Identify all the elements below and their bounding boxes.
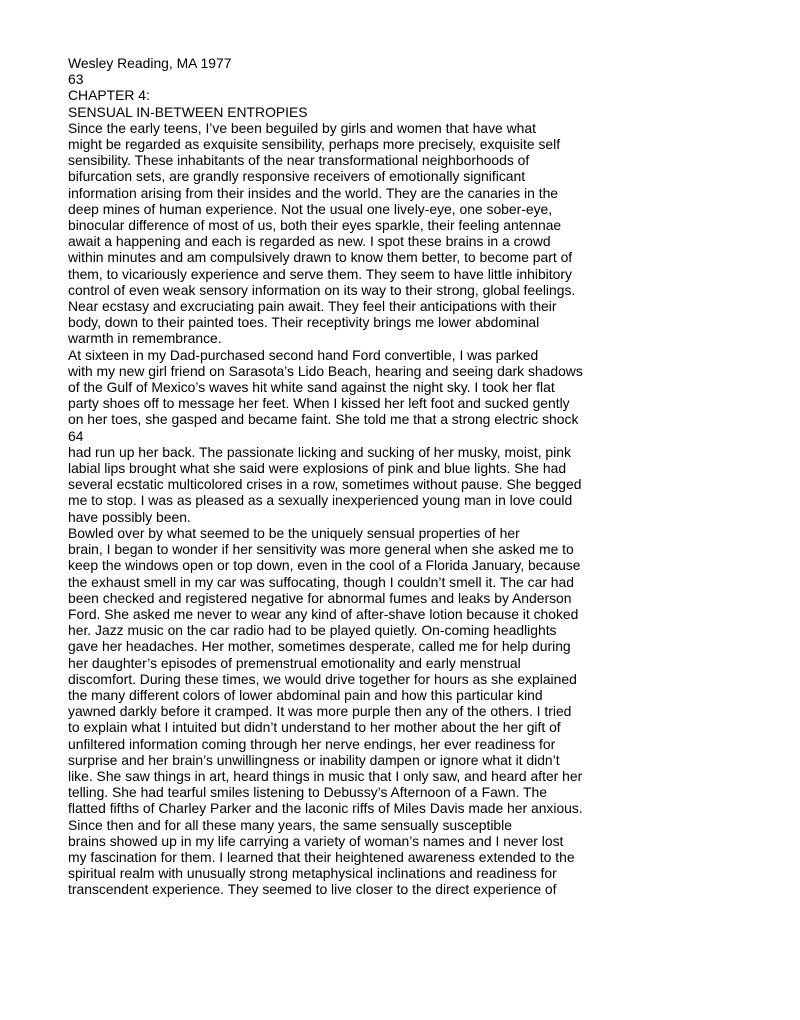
paragraph-4 <box>68 525 788 817</box>
text-line: binocular difference of most of us, both their eyes sparkle, their feeling antennae <box>68 217 562 234</box>
text-line: of the Gulf of Mexico’s waves hit white sand against the night sky. I took her flat <box>68 379 555 396</box>
text-line: body, down to their painted toes. Their receptivity brings me lower abdominal <box>68 314 540 331</box>
text-line: control of even weak sensory information on its way to their strong, global feelings. <box>68 281 576 298</box>
text-line: been checked and registered negative for abnormal fumes and leaks by Anderson <box>68 589 572 606</box>
text-line: might be regarded as exquisite sensibility, perhaps more precisely, exquisite self <box>68 136 561 153</box>
text-line: spiritual realm with unusually strong metaphysical inclinations and readiness for <box>68 865 557 882</box>
text-line: me to stop. I was as pleased as a sexually inexperienced young man in love could <box>68 492 573 509</box>
text-line: At sixteen in my Dad-purchased second hand Ford convertible, I was parked <box>68 346 539 363</box>
text-line: them, to vicariously experience and serve them. They seem to have little inhibitory <box>68 265 572 282</box>
paragraph-3 <box>68 444 788 525</box>
text-line: transcendent experience. They seemed to live closer to the direct experience of <box>68 881 557 898</box>
paragraph-5 <box>68 817 788 898</box>
paragraph-2 <box>68 347 788 428</box>
text-line: had run up her back. The passionate licking and sucking of her musky, moist, pink <box>68 443 571 460</box>
text-line: await a happening and each is regarded as new. I spot these brains in a crowd <box>68 233 551 250</box>
text-line: surprise and her brain’s unwillingness or inability dampen or ignore what it didn’t <box>68 751 560 768</box>
text-line: like. She saw things in art, heard things in music that I only saw, and heard after her <box>68 767 583 784</box>
text-line: information arising from their insides and the world. They are the canaries in the <box>68 184 559 201</box>
text-line: within minutes and am compulsively drawn to know them better, to become part of <box>68 249 573 266</box>
text-line: to explain what I intuited but didn’t understand to her mother about the her gift of <box>68 719 561 736</box>
text-line: with my new girl friend on Sarasota’s Lido Beach, hearing and seeing dark shadows <box>68 362 583 379</box>
text-line: flatted fifths of Charley Parker and the laconic riffs of Miles Davis made her anxious. <box>68 800 583 817</box>
text-line: her daughter’s episodes of premenstrual emotionality and early menstrual <box>68 654 521 671</box>
text-line: unfiltered information coming through her nerve endings, her ever readiness for <box>68 735 556 752</box>
text-line: discomfort. During these times, we would drive together for hours as she explained <box>68 670 577 687</box>
text-line: deep mines of human experience. Not the usual one lively-eye, one sober-eye, <box>68 200 553 217</box>
text-line: Bowled over by what seemed to be the uniquely sensual properties of her <box>68 524 520 541</box>
text-line: several ecstatic multicolored crises in a row, sometimes without pause. She begged <box>68 476 582 493</box>
text-line: the exhaust smell in my car was suffocating, though I couldn’t smell it. The car had <box>68 573 574 590</box>
paragraph-1 <box>68 120 788 347</box>
text-line: gave her headaches. Her mother, sometimes desperate, called me for help during <box>68 638 571 655</box>
text-line: my fascination for them. I learned that their heightened awareness extended to the <box>68 848 575 865</box>
text-line: keep the windows open or top down, even in the cool of a Florida January, because <box>68 557 581 574</box>
text-line: brains showed up in my life carrying a variety of woman’s names and I never lost <box>68 832 564 849</box>
text-line: warmth in remembrance. <box>68 330 222 347</box>
text-line: telling. She had tearful smiles listening to Debussy’s Afternoon of a Fawn. The <box>68 784 547 801</box>
text-line: her. Jazz music on the car radio had to be played quietly. On-coming headlights <box>68 622 557 639</box>
page-number: 64 <box>68 427 84 444</box>
text-line: brain, I began to wonder if her sensitivity was more general when she asked me to <box>68 541 574 558</box>
text-line: yawned darkly before it cramped. It was more purple then any of the others. I tried <box>68 703 572 720</box>
location-line: Wesley Reading, MA 1977 <box>68 55 232 71</box>
text-line: Near ecstasy and excruciating pain await. They feel their anticipations with their <box>68 298 557 315</box>
text-line: bifurcation sets, are grandly responsive receivers of emotionally significant <box>68 168 526 185</box>
chapter-label: CHAPTER 4: <box>68 87 150 104</box>
document-page <box>68 55 788 898</box>
text-line: Ford. She asked me never to wear any kind of after-shave lotion because it choked <box>68 605 579 622</box>
text-line: sensibility. These inhabitants of the near transformational neighborhoods of <box>68 152 530 169</box>
text-line: party shoes off to message her feet. When I kissed her left foot and sucked gently <box>68 395 570 412</box>
text-line: have possibly been. <box>68 508 191 525</box>
text-line: the many different colors of lower abdominal pain and how this particular kind <box>68 686 543 703</box>
chapter-title: SENSUAL IN-BETWEEN ENTROPIES <box>68 103 308 120</box>
text-line: labial lips brought what she said were explosions of pink and blue lights. She had <box>68 460 567 477</box>
text-line: Since then and for all these many years, the same sensually susceptible <box>68 816 512 833</box>
text-line: Since the early teens, I’ve been beguiled by girls and women that have what <box>68 119 536 136</box>
text-line: on her toes, she gasped and became faint. She told me that a strong electric shock <box>68 411 579 428</box>
page-number: 63 <box>68 71 84 88</box>
